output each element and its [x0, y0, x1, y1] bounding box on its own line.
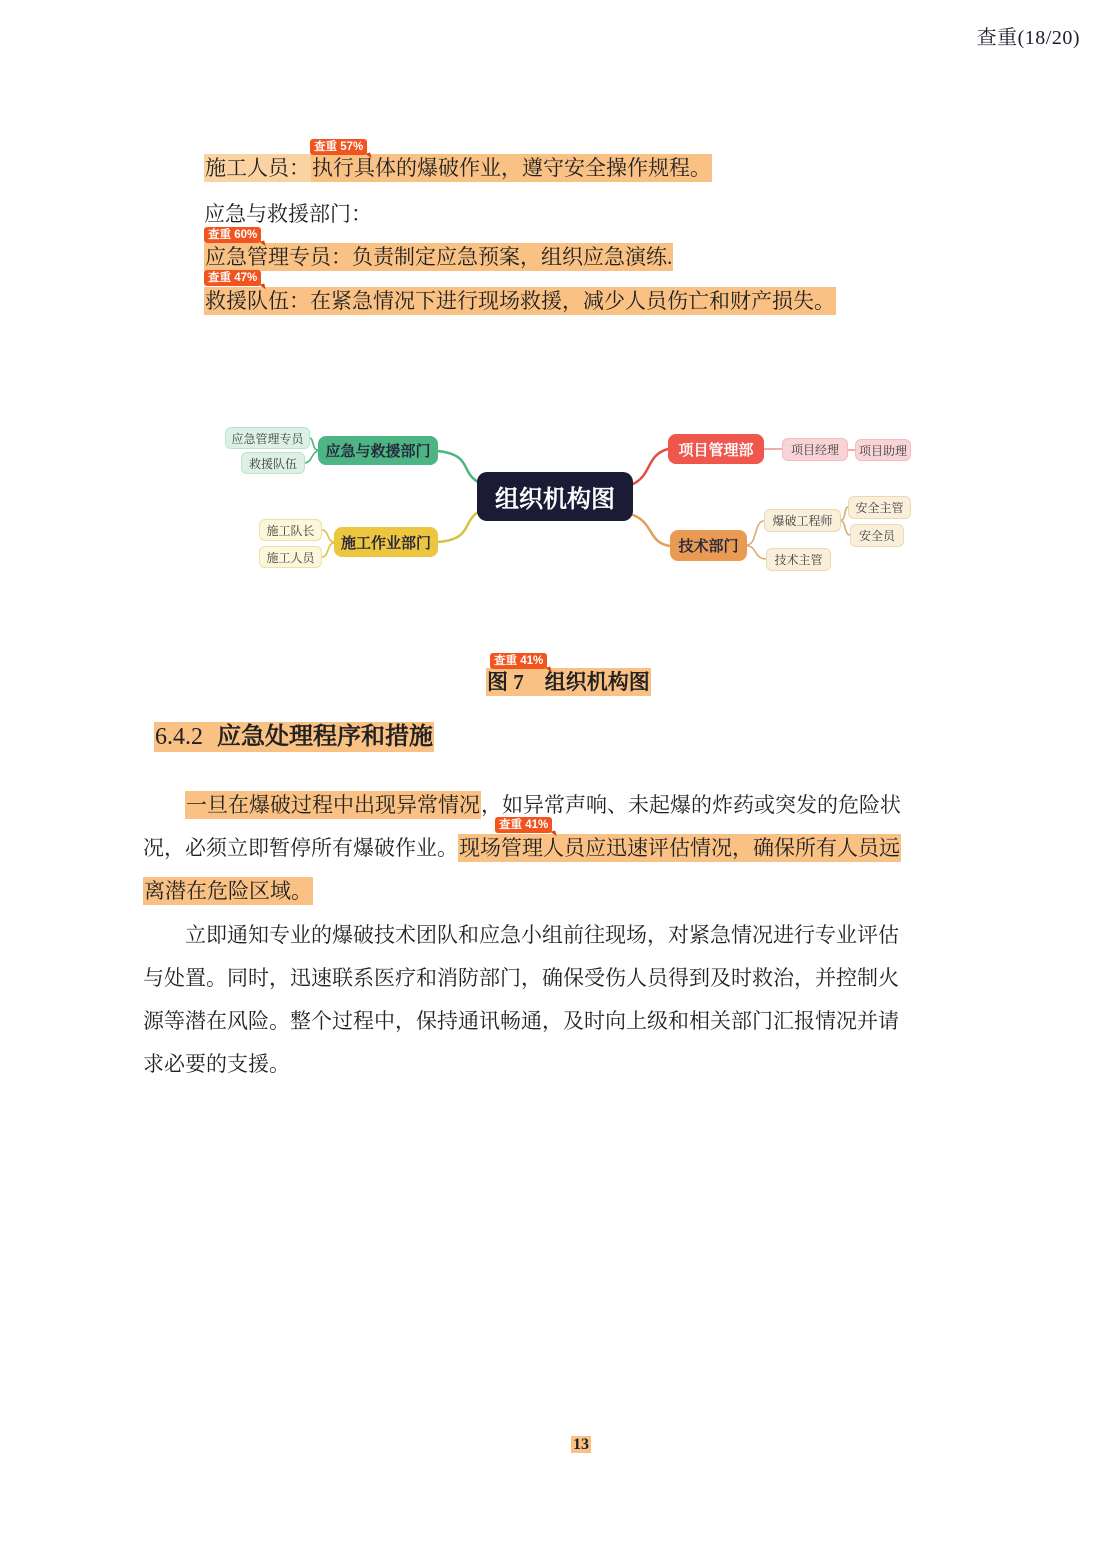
- intro-line-1: [204, 155, 712, 181]
- mindmap-node-rescue-team: 救援队伍: [241, 452, 305, 474]
- mindmap-node-emergency-specialist: 应急管理专员: [225, 427, 310, 449]
- mindmap-node-project-assistant: 项目助理: [855, 439, 911, 461]
- para1-line3-highlight: 离潜在危险区域。: [144, 879, 312, 903]
- mindmap-node-construction-worker: 施工人员: [259, 546, 322, 568]
- para1-line-3: [143, 878, 313, 904]
- para2-line-2: 与处置。同时，迅速联系医疗和消防部门，确保受伤人员得到及时救治，并控制火: [143, 966, 899, 990]
- figure-caption: [486, 670, 651, 695]
- mindmap-node-tech-dept: 技术部门: [670, 530, 747, 561]
- para1-line1-highlight: 一旦在爆破过程中出现异常情况: [186, 793, 480, 817]
- plagiarism-badge-60: 查重 60%: [204, 227, 261, 243]
- intro-line-2: 应急与救援部门：: [204, 202, 372, 226]
- plagiarism-badge-47: 查重 47%: [204, 270, 261, 286]
- section-heading: [154, 722, 434, 753]
- mindmap-center-node: 组织机构图: [477, 472, 633, 521]
- para2-line-4: 求必要的支援。: [143, 1052, 290, 1076]
- para1-line-1: [185, 792, 901, 818]
- intro-line-3-text: 应急管理专员：负责制定应急预案，组织应急演练.: [205, 245, 673, 269]
- page-number-text: 13: [573, 1436, 589, 1453]
- para2-line-1: 立即通知专业的爆破技术团队和应急小组前往现场，对紧急情况进行专业评估: [185, 923, 899, 947]
- mindmap-node-safety-officer: 安全员: [850, 524, 904, 547]
- intro-line-4: [204, 288, 836, 314]
- figure-caption-text: 图 7 组织机构图: [487, 670, 650, 694]
- para1-line2-plain: 况，必须立即暂停所有爆破作业。: [143, 836, 458, 860]
- intro-line-3: [204, 244, 673, 270]
- para2-line-3: 源等潜在风险。整个过程中，保持通讯畅通，及时向上级和相关部门汇报情况并请: [143, 1009, 899, 1033]
- plagiarism-badge-caption: 查重 41%: [490, 653, 547, 669]
- mindmap-node-safety-supervisor: 安全主管: [848, 496, 911, 519]
- mindmap-node-project-manager: 项目经理: [782, 438, 848, 461]
- mindmap-node-construction-leader: 施工队长: [259, 519, 322, 541]
- section-number: 6.4.2: [155, 724, 203, 750]
- intro-line-4-text: 救援队伍：在紧急情况下进行现场救援，减少人员伤亡和财产损失。: [205, 289, 835, 313]
- mindmap-node-construction-dept: 施工作业部门: [334, 527, 438, 557]
- mindmap-node-blasting-engineer: 爆破工程师: [764, 509, 841, 532]
- para1-line2-highlight: 现场管理人员应迅速评估情况，确保所有人员远: [459, 836, 900, 860]
- running-header: 查重(18/20): [976, 27, 1080, 49]
- para1-line1-rest: ，如异常声响、未起爆的炸药或突发的危险状: [481, 793, 901, 817]
- plagiarism-badge-41: 查重 41%: [495, 817, 552, 833]
- intro-line-1-label: 施工人员：: [205, 156, 310, 180]
- section-title: 应急处理程序和措施: [217, 724, 433, 750]
- mindmap-node-emergency-dept: 应急与救援部门: [318, 436, 438, 465]
- plagiarism-badge-57: 查重 57%: [310, 139, 367, 155]
- org-chart-mindmap: [200, 415, 920, 585]
- page-number: [571, 1436, 591, 1454]
- para1-line-2: [143, 835, 901, 861]
- mindmap-node-project-dept: 项目管理部: [668, 434, 764, 464]
- mindmap-node-tech-supervisor: 技术主管: [766, 548, 831, 571]
- intro-line-1-rest: 执行具体的爆破作业，遵守安全操作规程。: [312, 156, 711, 180]
